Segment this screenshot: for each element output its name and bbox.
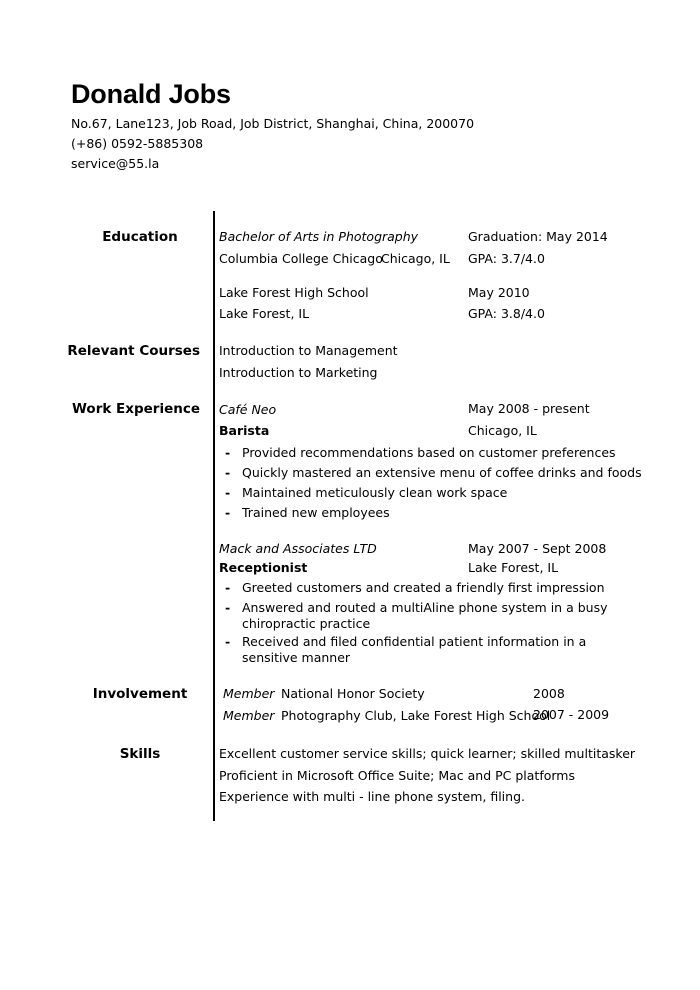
school-city: Lake Forest, IL [219, 306, 310, 321]
bullet-text: Received and filed confidential patient information in a sensitive manner [242, 634, 587, 665]
involvement-year: 2007 - 2009 [533, 707, 610, 722]
vertical-divider [213, 211, 215, 821]
bullet-dash: - [225, 634, 231, 649]
course-item: Introduction to Management [219, 343, 398, 358]
company-name: Café Neo [219, 402, 277, 417]
school-date: May 2010 [468, 285, 530, 300]
section-courses: Relevant Courses [67, 343, 200, 359]
phone: (+86) 0592-5885308 [71, 136, 204, 151]
bullet-dash: - [225, 505, 231, 520]
college-city: Chicago, IL [381, 251, 450, 266]
section-education: Education [102, 229, 178, 245]
section-involvement: Involvement [92, 686, 188, 702]
skill-item: Proficient in Microsoft Office Suite; Mac and PC platforms [219, 768, 575, 783]
company-name: Mack and Associates LTD [219, 541, 377, 556]
bullet-text: Quickly mastered an extensive menu of coffee drinks and foods [242, 465, 642, 480]
school-name: Lake Forest High School [219, 285, 369, 300]
job-location: Lake Forest, IL [468, 560, 559, 575]
job-title: Receptionist [219, 560, 308, 575]
degree: Bachelor of Arts in Photography [219, 229, 419, 244]
job-title: Barista [219, 423, 270, 438]
bullet-text: Maintained meticulously clean work space [242, 485, 508, 500]
bullet-dash: - [225, 485, 231, 500]
job-dates: May 2008 - present [468, 401, 590, 416]
skill-item: Excellent customer service skills; quick learner; skilled multitasker [219, 746, 636, 761]
involvement-org: Photography Club, Lake Forest High School [281, 708, 551, 723]
bullet-text: Trained new employees [242, 505, 390, 520]
resume-name: Donald Jobs [71, 79, 231, 109]
skill-item: Experience with multi - line phone system, filing. [219, 789, 525, 804]
graduation-date: Graduation: May 2014 [468, 229, 608, 244]
bullet-text: Greeted customers and created a friendly first impression [242, 580, 605, 595]
bullet-dash: - [225, 465, 231, 480]
job-dates: May 2007 - Sept 2008 [468, 541, 607, 556]
involvement-year: 2008 [533, 686, 565, 701]
bullet-text: Answered and routed a multiAline phone system in a busy chiropractic practice [242, 600, 608, 631]
address: No.67, Lane123, Job Road, Job District, Shanghai, China, 200070 [71, 116, 475, 131]
involvement-org: National Honor Society [281, 686, 425, 701]
bullet-dash: - [225, 580, 231, 595]
section-work: Work Experience [72, 401, 200, 417]
school-gpa: GPA: 3.8/4.0 [468, 306, 545, 321]
email: service@55.la [71, 156, 160, 171]
course-item: Introduction to Marketing [219, 365, 378, 380]
involvement-role: Member [223, 708, 275, 723]
bullet-text: Provided recommendations based on customer preferences [242, 445, 616, 460]
job-location: Chicago, IL [468, 423, 537, 438]
bullet-dash: - [225, 600, 231, 615]
college-gpa: GPA: 3.7/4.0 [468, 251, 545, 266]
bullet-dash: - [225, 445, 231, 460]
college-name: Columbia College Chicago [219, 251, 383, 266]
involvement-role: Member [223, 686, 275, 701]
section-skills: Skills [119, 746, 161, 762]
